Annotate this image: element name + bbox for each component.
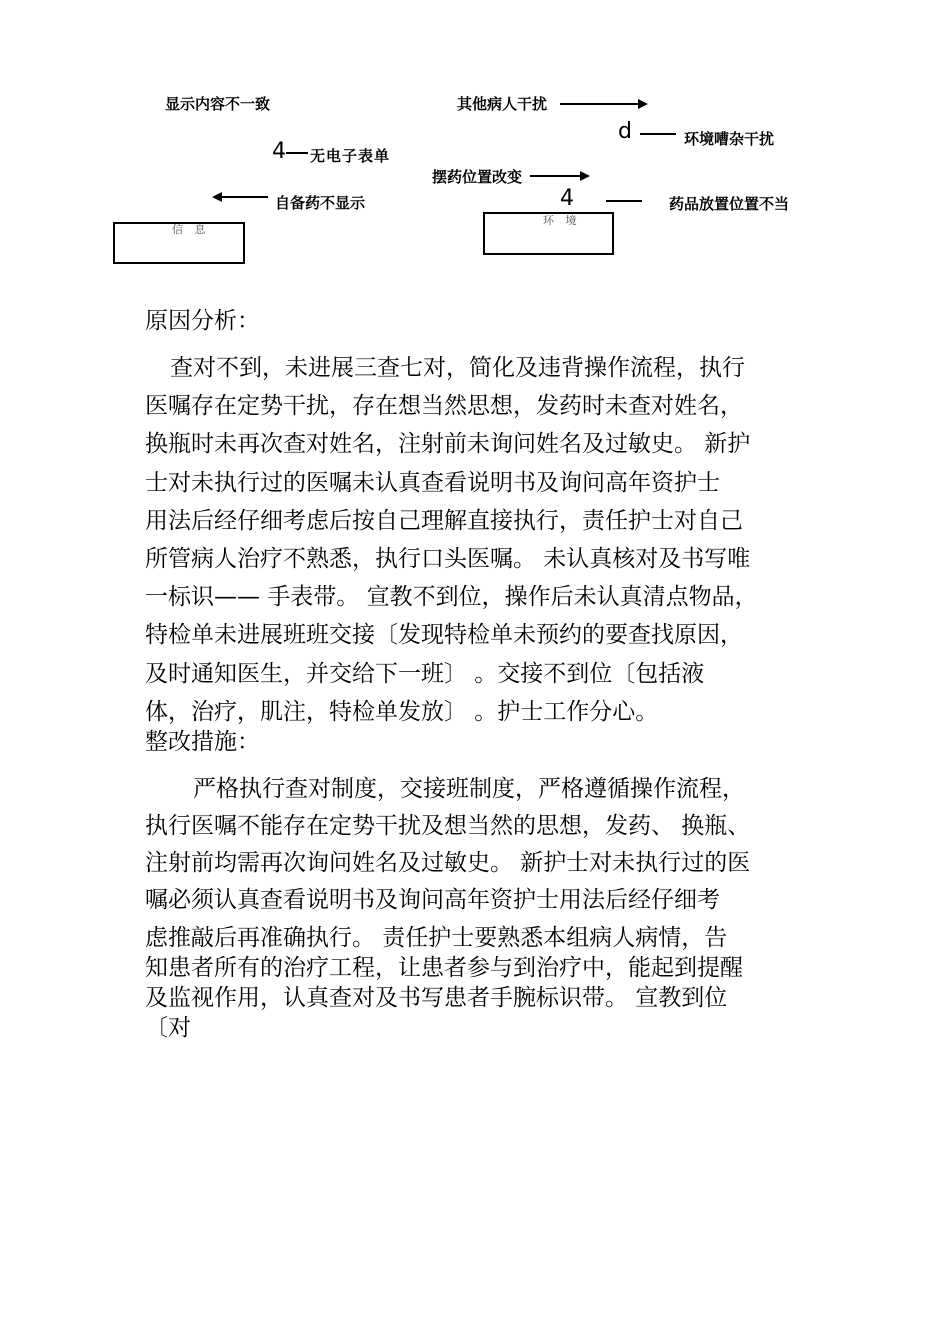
analysis-line: 查对不到，未进展三查七对，简化及违背操作流程，执行 — [170, 355, 745, 381]
branch-line — [606, 200, 642, 202]
rectification-line: 及监视作用，认真查对及书写患者手腕标识带。 宣教到位 — [145, 985, 728, 1011]
label-other-patients: 其他病人干扰 — [457, 95, 548, 113]
rectification-line: 嘱必须认真查看说明书及询问高年资护士用法后经仔细考 — [145, 887, 720, 913]
marker-4-info: 4 — [272, 139, 286, 164]
category-label-info: 信 息 — [172, 223, 210, 236]
right-arrow-icon — [560, 97, 650, 111]
rectification-line: 执行医嘱不能存在定势干扰及想当然的思想，发药、 换瓶、 — [145, 813, 751, 839]
marker-d: d — [618, 119, 632, 144]
rectification-line: 严格执行查对制度，交接班制度，严格遵循操作流程， — [193, 776, 745, 802]
analysis-line: 所管病人治疗不熟悉，执行口头医嘱。 未认真核对及书写唯 — [145, 546, 751, 573]
category-label-environment: 环 境 — [543, 214, 581, 227]
analysis-heading: 原因分析： — [145, 308, 260, 334]
label-self-med-not-shown: 自备药不显示 — [275, 194, 366, 212]
rectification-line: 注射前均需再次询问姓名及过敏史。 新护士对未执行过的医 — [145, 850, 751, 876]
rectification-heading: 整改措施： — [145, 729, 260, 755]
analysis-paragraph — [145, 349, 813, 731]
label-display-mismatch: 显示内容不一致 — [165, 95, 271, 113]
analysis-line: 士对未执行过的医嘱未认真查看说明书及询问高年资护士 — [145, 469, 720, 496]
left-arrow-icon — [212, 190, 270, 204]
analysis-line: 特检单未进展班班交接〔发现特检单未预约的要查找原因， — [145, 622, 743, 649]
label-improper-placement: 药品放置位置不当 — [669, 195, 790, 213]
rectification-paragraph — [145, 771, 813, 1043]
label-no-electronic-form: 无电子表单 — [310, 147, 391, 165]
analysis-line: 医嘱存在定势干扰，存在想当然思想，发药时未查对姓名， — [145, 393, 743, 420]
right-arrow-icon — [530, 169, 592, 183]
branch-line — [286, 152, 308, 154]
analysis-line: 及时通知医生，并交给下一班〕 。交接不到位〔包括液 — [145, 660, 705, 687]
rectification-line: 虑推敲后再准确执行。 责任护士要熟悉本组病人病情，告 — [145, 925, 728, 951]
rectification-line: 知患者所有的治疗工程，让患者参与到治疗中，能起到提醒 — [145, 955, 743, 981]
rectification-line: 〔对 — [145, 1015, 191, 1041]
analysis-line: 用法后经仔细考虑后按自己理解直接执行，责任护士对自己 — [145, 507, 743, 534]
label-noisy-env: 环境嘈杂干扰 — [684, 130, 775, 148]
label-placement-change: 摆药位置改变 — [432, 168, 523, 186]
marker-4-environment: 4 — [560, 186, 574, 211]
analysis-line: 一标识—— 手表带。 宣教不到位，操作后未认真清点物品， — [145, 584, 758, 611]
analysis-line: 换瓶时未再次查对姓名，注射前未询问姓名及过敏史。 新护 — [145, 431, 751, 458]
branch-line — [640, 133, 676, 135]
analysis-line: 体，治疗，肌注，特检单发放〕 。护士工作分心。 — [145, 698, 659, 725]
